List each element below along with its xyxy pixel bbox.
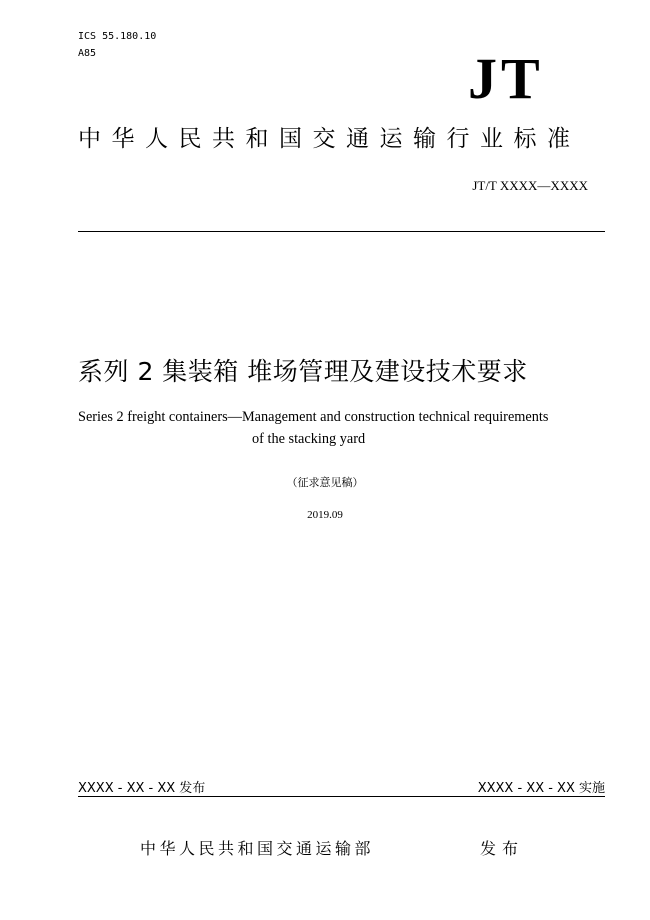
top-divider xyxy=(78,231,605,232)
classification-code: A85 xyxy=(78,48,97,59)
standard-number: JT/T XXXX—XXXX xyxy=(472,178,588,193)
draft-date: 2019.09 xyxy=(307,509,343,521)
document-title-english-line1: Series 2 freight containers—Management and construction technical requirements xyxy=(78,409,549,425)
ics-code: ICS 55.180.10 xyxy=(78,31,157,42)
document-title-english-line2: of the stacking yard xyxy=(252,431,366,447)
issue-label: 发布 xyxy=(480,839,525,858)
draft-label: （征求意见稿） xyxy=(286,476,364,489)
industry-standard-title: 中华人民共和国交通运输行业标准 xyxy=(78,126,581,152)
document-title-chinese: 系列 2 集装箱 堆场管理及建设技术要求 xyxy=(78,357,528,386)
bottom-divider xyxy=(78,796,605,797)
publish-date: XXXX - XX - XX 发布 xyxy=(78,781,206,796)
issuing-authority: 中华人民共和国交通运输部 xyxy=(140,839,375,858)
jt-logo: JT xyxy=(468,46,544,111)
implement-date: XXXX - XX - XX 实施 xyxy=(477,781,605,796)
